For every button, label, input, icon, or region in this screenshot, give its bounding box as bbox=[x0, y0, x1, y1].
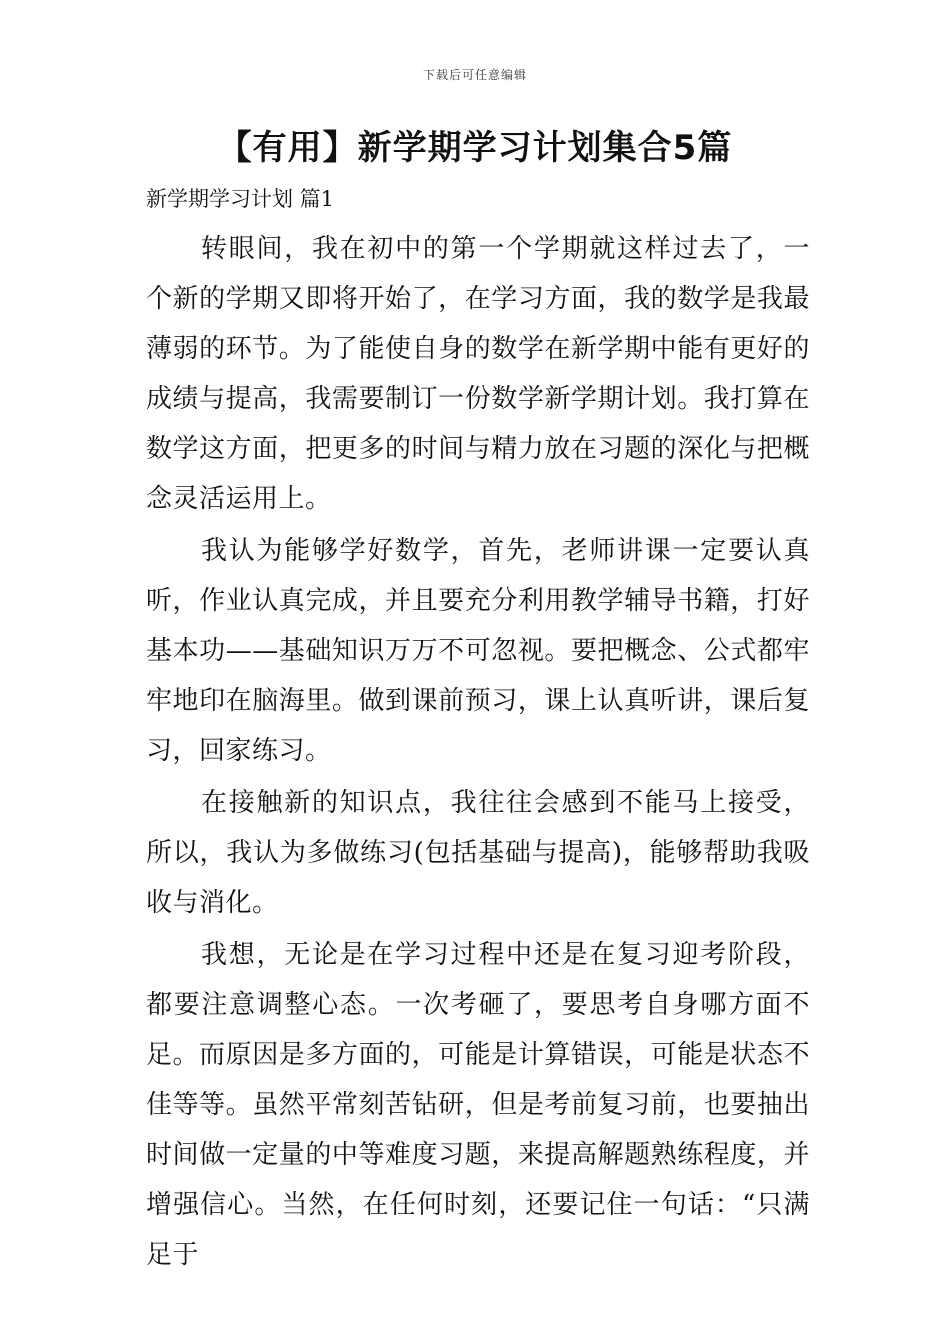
paragraph-1: 转眼间，我在初中的第一个学期就这样过去了，一个新的学期又即将开始了，在学习方面，我的数学是我最薄弱的环节。为了能使自身的数学在新学期中能有更好的成绩与提高，我需要制订一份数学新学期计划。我打算在数学这方面，把更多的时间与精力放在习题的深化与把概念灵活运用上。 bbox=[146, 234, 810, 514]
document-title: 【有用】新学期学习计划集合5篇 bbox=[217, 128, 733, 168]
paragraph-3: 在接触新的知识点，我往往会感到不能马上接受，所以，我认为多做练习(包括基础与提高)，能够帮助我吸收与消化。 bbox=[146, 788, 810, 918]
paragraph-2: 我认为能够学好数学，首先，老师讲课一定要认真听，作业认真完成，并且要充分利用教学辅导书籍，打好基本功——基础知识万万不可忽视。要把概念、公式都牢牢地印在脑海里。做到课前预习，课上认真听讲，课后复习，回家练习。 bbox=[146, 536, 810, 766]
document-body bbox=[146, 224, 810, 1282]
section-heading: 新学期学习计划 篇1 bbox=[146, 187, 335, 211]
page-header-note: 下载后可任意编辑 bbox=[422, 68, 527, 82]
paragraph-4: 我想，无论是在学习过程中还是在复习迎考阶段，都要注意调整心态。一次考砸了，要思考自身哪方面不足。而原因是多方面的，可能是计算错误，可能是状态不佳等等。虽然平常刻苦钻研，但是考前复习前，也要抽出时间做一定量的中等难度习题，来提高解题熟练程度，并增强信心。当然，在任何时刻，还要记住一句话：“只满足于 bbox=[146, 940, 810, 1270]
